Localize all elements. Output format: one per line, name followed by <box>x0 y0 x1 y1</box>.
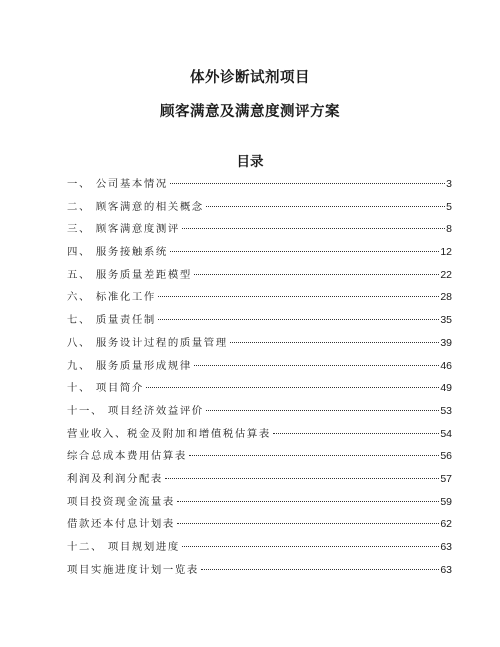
toc-entry-label: 利润及利润分配表 <box>67 472 163 485</box>
toc-entry-label: 三、 顾客满意度测评 <box>67 223 180 236</box>
toc-dot-leader <box>230 342 440 343</box>
toc-entry-page-number: 53 <box>440 404 452 417</box>
document-subtitle: 顾客满意及满意度测评方案 <box>160 104 340 120</box>
toc-entry-page-number: 22 <box>440 268 452 281</box>
toc-entry[interactable] <box>67 445 452 468</box>
toc-dot-leader <box>201 569 439 570</box>
toc-entry-page-number: 49 <box>440 382 452 395</box>
toc-dot-leader <box>182 228 445 229</box>
toc-entry-label: 十二、 项目规划进度 <box>67 541 180 553</box>
toc-entry-label: 十一、 项目经济效益评价 <box>67 404 204 417</box>
toc-entry-page-number: 35 <box>440 314 452 327</box>
toc-entry-label: 十、 项目简介 <box>67 382 144 395</box>
toc-dot-leader <box>273 433 439 434</box>
toc-entry[interactable] <box>67 355 452 378</box>
toc-entry[interactable] <box>67 513 452 536</box>
toc-entry-label: 一、 公司基本情况 <box>67 178 168 190</box>
toc-entry[interactable] <box>67 377 452 400</box>
toc-dot-leader <box>194 274 440 275</box>
toc-entry-label: 八、 服务设计过程的质量管理 <box>67 336 228 349</box>
toc-entry-label: 九、 服务质量形成规律 <box>67 359 192 372</box>
toc-entry[interactable] <box>67 309 452 332</box>
toc-entry[interactable] <box>67 559 452 582</box>
toc-entry-page-number: 62 <box>440 518 452 531</box>
toc-entry[interactable] <box>67 332 452 355</box>
toc-entry[interactable] <box>67 536 452 559</box>
toc-entry[interactable] <box>67 196 452 219</box>
toc-entry[interactable] <box>67 241 452 264</box>
toc-entry[interactable] <box>67 218 452 241</box>
toc-entry[interactable] <box>67 423 452 446</box>
toc-entry-label: 二、 顾客满意的相关概念 <box>67 200 204 213</box>
toc-entry-label: 项目实施进度计划一览表 <box>67 563 199 576</box>
toc-dot-leader <box>177 501 439 502</box>
toc-dot-leader <box>182 546 439 547</box>
toc-entry-page-number: 59 <box>440 495 452 508</box>
toc-dot-leader <box>146 387 439 388</box>
document-title: 体外诊断试剂项目 <box>190 70 310 86</box>
toc-entry-label: 借款还本付息计划表 <box>67 518 175 531</box>
toc-entry-page-number: 8 <box>446 223 452 236</box>
toc-dot-leader <box>189 455 439 456</box>
toc-heading: 目录 <box>236 154 264 170</box>
toc-dot-leader <box>194 365 440 366</box>
toc-dot-leader <box>177 523 439 524</box>
toc-entry-label: 七、 质量责任制 <box>67 314 156 327</box>
toc-entry-label: 项目投资现金流量表 <box>67 495 175 508</box>
toc-entry-page-number: 54 <box>440 427 452 440</box>
toc-entry[interactable] <box>67 173 452 196</box>
toc-dot-leader <box>206 206 445 207</box>
toc-entry-label: 四、 服务接触系统 <box>67 246 168 259</box>
toc-entry[interactable] <box>67 286 452 309</box>
toc-entry[interactable] <box>67 468 452 491</box>
toc-entry-page-number: 3 <box>446 178 452 190</box>
toc-entry-page-number: 57 <box>440 472 452 485</box>
toc-entry-page-number: 56 <box>440 450 452 463</box>
toc-entry[interactable] <box>67 400 452 423</box>
toc-dot-leader <box>170 251 439 252</box>
toc-entry-label: 五、 服务质量差距模型 <box>67 268 192 281</box>
toc-entry-page-number: 5 <box>446 200 452 213</box>
toc-dot-leader <box>170 183 445 184</box>
toc-dot-leader <box>158 296 439 297</box>
toc-entry[interactable] <box>67 491 452 514</box>
table-of-contents <box>67 173 452 581</box>
toc-entry-page-number: 63 <box>440 541 452 553</box>
toc-dot-leader <box>165 478 439 479</box>
toc-entry-page-number: 28 <box>440 291 452 304</box>
toc-dot-leader <box>206 410 440 411</box>
toc-entry-label: 六、 标准化工作 <box>67 291 156 304</box>
toc-entry-page-number: 12 <box>440 246 452 259</box>
toc-entry[interactable] <box>67 264 452 287</box>
toc-entry-label: 综合总成本费用估算表 <box>67 450 187 463</box>
toc-entry-page-number: 46 <box>440 359 452 372</box>
toc-entry-page-number: 63 <box>440 563 452 576</box>
toc-entry-page-number: 39 <box>440 336 452 349</box>
toc-dot-leader <box>158 319 439 320</box>
toc-entry-label: 营业收入、税金及附加和增值税估算表 <box>67 427 271 440</box>
